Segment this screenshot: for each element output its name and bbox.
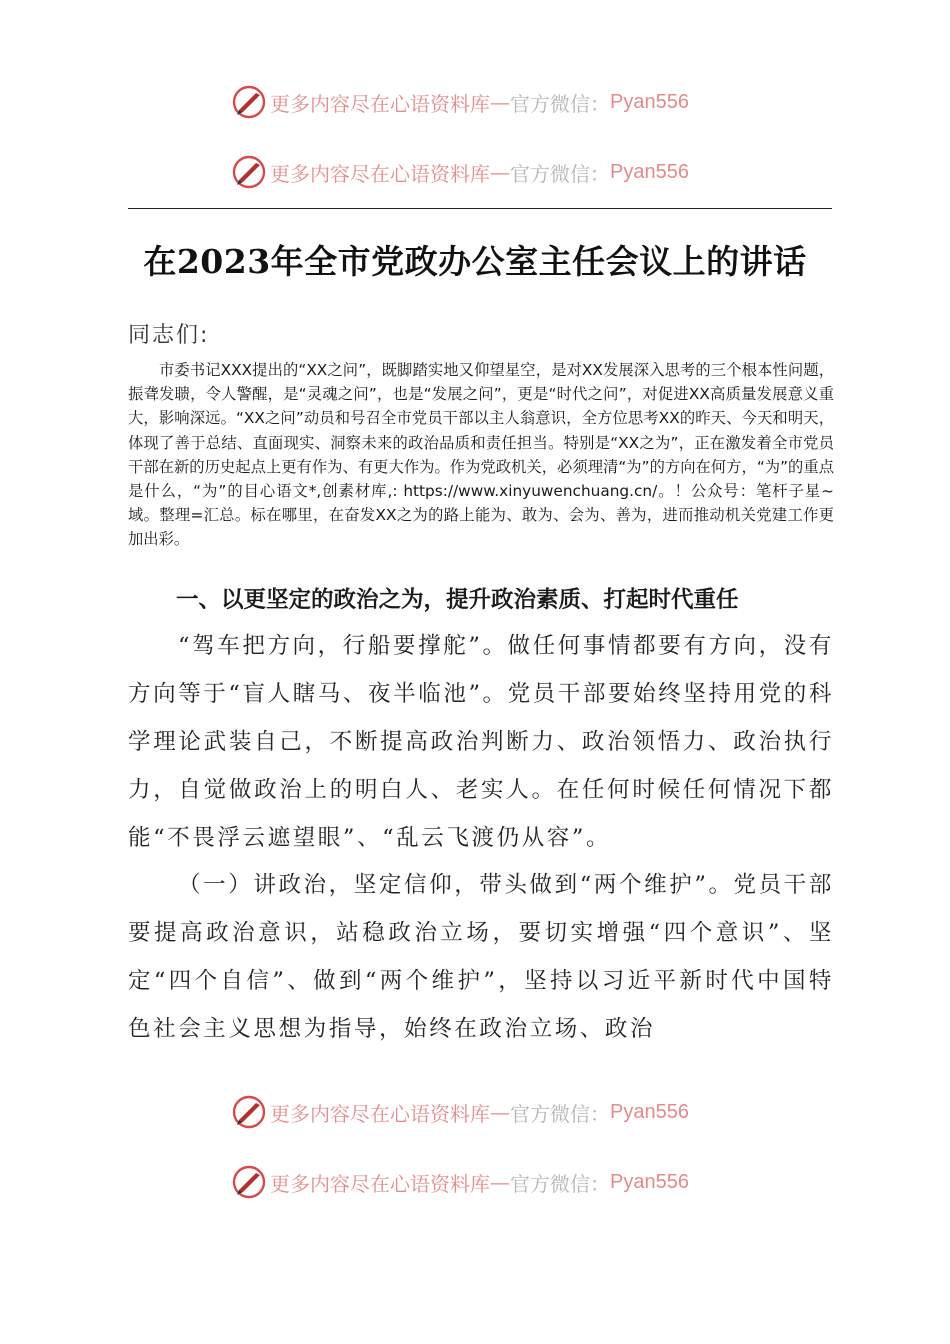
watermark-wechat-id: Pyan556 <box>610 1100 689 1123</box>
watermark-banner <box>230 152 689 192</box>
watermark-wechat-label: 官方微信： <box>510 1171 610 1196</box>
pen-logo-icon <box>230 83 268 121</box>
watermark-wechat-id: Pyan556 <box>610 90 689 113</box>
intro-paragraph: 市委书记XXX提出的“XX之问”，既脚踏实地又仰望星空，是对XX发展深入思考的三个根本性问题，振聋发聩，令人警醒，是“灵魂之问”，也是“发展之问”，更是“时代之问”，对促进XX高质量发展意义重大，影响深远。“XX之问”动员和号召全市党员干部以主人翁意识，全方位思考XX的昨天、今天和明天，体现了善于总结、直面现实、洞察未来的政治品质和责任担当。特别是“XX之为”，正在激发着全市党员干部在新的历史起点上更有作为、有更大作为。作为党政机关，必须理清“为”的方向在何方，“为”的重点是什么，“为”的目心语文*,创素材库,: https://www.xinyuwenchuang.cn/。！公众号：笔杆子星~域。整理=汇总。标在哪里，在奋发XX之为的路上能为、敢为、会为、善为，进而推动机关党建工作更加出彩。 <box>128 361 834 549</box>
watermark-wechat-label: 官方微信： <box>510 1101 610 1126</box>
watermark-wechat-id: Pyan556 <box>610 1170 689 1193</box>
watermark-dash: — <box>490 160 510 184</box>
watermark-wechat-id: Pyan556 <box>610 160 689 183</box>
watermark-banner <box>230 1162 689 1202</box>
watermark-dash: — <box>490 90 510 114</box>
pen-logo-icon <box>230 1093 268 1131</box>
watermark-banner <box>230 82 689 122</box>
document-title: 在2023年全市党政办公室主任会议上的讲话 <box>143 242 807 281</box>
section-heading: 一、以更坚定的政治之为，提升政治素质、打起时代重任 <box>176 587 739 613</box>
watermark-text: 更多内容尽在心语资料库 <box>270 1171 490 1196</box>
pen-logo-icon <box>230 1163 268 1201</box>
body-paragraph: （一）讲政治，坚定信仰，带头做到“两个维护”。党员干部要提高政治意识，站稳政治立场，要切实增强“四个意识”、坚定“四个自信”、做到“两个维护”，坚持以习近平新时代中国特色社会主义思想为指导，始终在政治立场、政治 <box>128 872 834 1042</box>
watermark-banner <box>230 1092 689 1132</box>
watermark-wechat-label: 官方微信： <box>510 91 610 116</box>
watermark-text: 更多内容尽在心语资料库 <box>270 161 490 186</box>
greeting: 同志们: <box>128 323 210 348</box>
watermark-dash: — <box>490 1100 510 1124</box>
watermark-wechat-label: 官方微信： <box>510 161 610 186</box>
watermark-dash: — <box>490 1170 510 1194</box>
header-divider <box>128 208 832 209</box>
watermark-text: 更多内容尽在心语资料库 <box>270 1101 490 1126</box>
watermark-text: 更多内容尽在心语资料库 <box>270 91 490 116</box>
body-paragraph: “驾车把方向，行船要撑舵”。做任何事情都要有方向，没有方向等于“盲人瞎马、夜半临池”。党员干部要始终坚持用党的科学理论武装自己，不断提高政治判断力、政治领悟力、政治执行力，自觉做政治上的明白人、老实人。在任何时候任何情况下都能“不畏浮云遮望眼”、“乱云飞渡仍从容”。 <box>128 633 834 851</box>
pen-logo-icon <box>230 153 268 191</box>
